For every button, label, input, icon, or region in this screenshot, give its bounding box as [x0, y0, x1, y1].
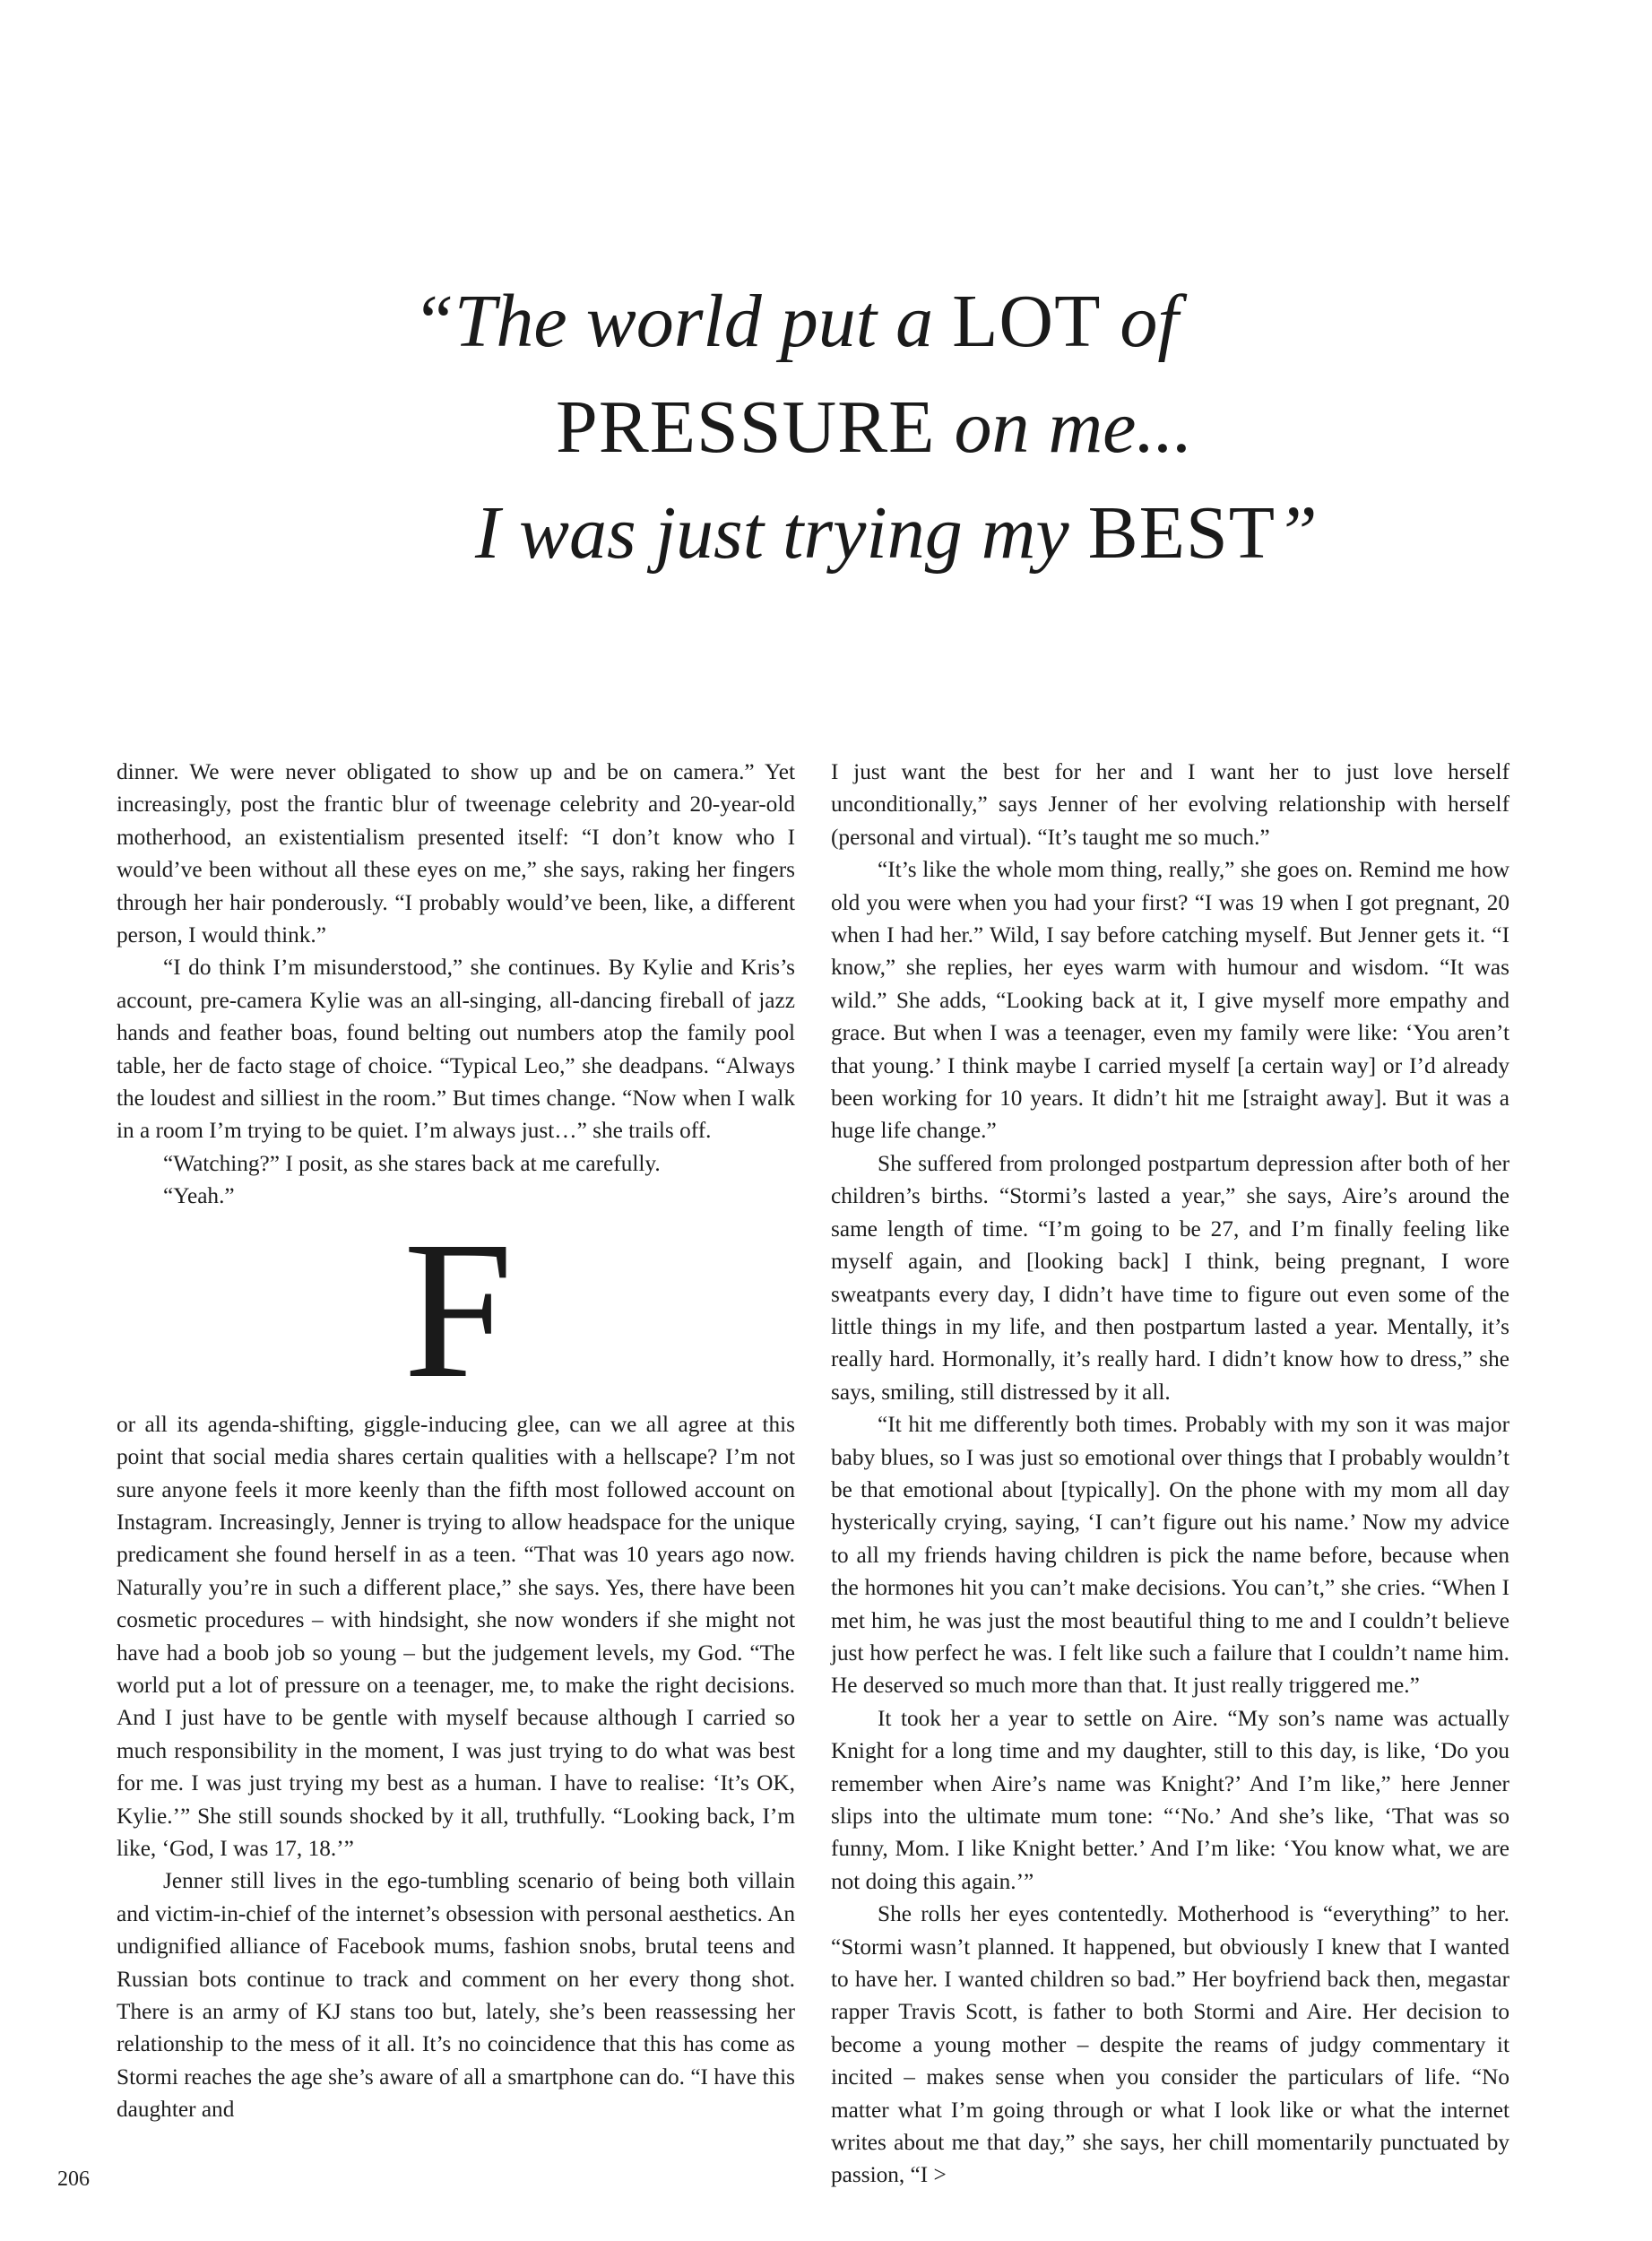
- pull-quote-text: “The world put a: [412, 280, 953, 363]
- pull-quote-emphasis: PRESSURE: [556, 385, 936, 469]
- pull-quote-text: on me...: [935, 385, 1193, 469]
- pull-quote-line-2: [296, 375, 1371, 480]
- pull-quote-emphasis: LOT: [952, 280, 1102, 363]
- body-column-right: [831, 756, 1509, 2192]
- pull-quote-line-3: [296, 480, 1371, 586]
- pull-quote: [296, 269, 1371, 586]
- paragraph: She suffered from prolonged postpartum depression after both of her children’s births. “Stormi’s lasted a year,” she says, Aire’s around the same length of time. “I’m going to be 27, and I’m finally feeling like myself again, and [looking back] I think, being pregnant, I wore sweatpants every day, I didn’t have time to figure out even some of the little things in my life, and then postpartum lasted a year. Mentally, it’s really hard. Hormonally, it’s really hard. I didn’t know how to dress,” she says, smiling, still distressed by it all.: [831, 1150, 1509, 1405]
- paragraph: It took her a year to settle on Aire. “My son’s name was actually Knight for a long time and my daughter, still to this day, is like, ‘Do you remember when Aire’s name was Knight?’ And I’m like,” here Jenner slips into the ultimate mum tone: “‘No.’ And she’s like, ‘That was so funny, Mom. I like Knight better.’ And I’m like: ‘You know what, we are not doing this again.’”: [831, 1705, 1509, 1894]
- pull-quote-line-1: [296, 269, 1371, 375]
- body-column-left: [117, 756, 795, 2126]
- paragraph: Jenner still lives in the ego-tumbling scenario of being both villain and victim-in-chief of the internet’s obsession with personal aesthetics. An undignified alliance of Facebook mums, fashion snobs, brutal teens and Russian bots continue to track and comment on her every thong shot. There is an army of KJ stans too but, lately, she’s been reassessing her relationship to the mess of it all. It’s no coincidence that this has come as Stormi reaches the age she’s aware of all a smartphone can do. “I have this daughter and: [117, 1868, 795, 2123]
- paragraph: or all its agenda-shifting, giggle-inducing glee, can we all agree at this point that social media shares certain qualities with a hellscape? I’m not sure anyone feels it more keenly than the fifth most followed account on Instagram. Increasingly, Jenner is trying to allow headspace for the unique predicament she found herself in as a teen. “That was 10 years ago now. Naturally you’re in such a different place,” she says. Yes, there have been cosmetic procedures – with hindsight, she now wonders if she might not have had a boob job so young – but the judgement levels, my God. “The world put a lot of pressure on a teenager, me, to make the right decisions. And I just have to be gentle with myself because although I carried so much responsibility in the moment, I was just trying to do what was best for me. I was just trying my best as a human. I have to realise: ‘It’s OK, Kylie.’” She still sounds shocked by it all, truthfully. “Looking back, I’m like, ‘God, I was 17, 18.’”: [117, 1411, 795, 1861]
- paragraph: “It’s like the whole mom thing, really,” she goes on. Remind me how old you were when you had your first? “I was 19 when I got pregnant, 20 when I had her.” Wild, I say before catching myself. But Jenner gets it. “I know,” she replies, her eyes warm with humour and wisdom. “It was wild.” She adds, “Looking back at it, I give myself more empathy and grace. But when I was a teenager, even my family were like: ‘You aren’t that young.’ I think maybe I carried myself [a certain way] or I’d already been working for 10 years. It didn’t hit me [straight away]. But it was a huge life change.”: [831, 857, 1509, 1144]
- pull-quote-emphasis: BEST: [1087, 491, 1276, 575]
- paragraph: “Yeah.”: [163, 1183, 235, 1209]
- paragraph: “Watching?” I posit, as she stares back at me carefully.: [163, 1150, 661, 1176]
- drop-cap: F: [403, 1199, 514, 1419]
- paragraph: “It hit me differently both times. Probably with my son it was major baby blues, so I was just so emotional over things that I probably wouldn’t be that emotional about [typically]. On the phone with my mom all day hysterically crying, saying, ‘I can’t figure out his name.’ Now my advice to all my friends having children is pick the name before, because when the hormones hit you can’t make decisions. You can’t,” she cries. “When I met him, he was just the most beautiful thing to me and I couldn’t believe just how perfect he was. I felt like such a failure that I couldn’t name him. He deserved so much more than that. It just really triggered me.”: [831, 1412, 1509, 1699]
- pull-quote-text: ”: [1276, 491, 1318, 575]
- paragraph: “I do think I’m misunderstood,” she continues. By Kylie and Kris’s account, pre-camera Kylie was an all-singing, all-dancing fireball of jazz hands and feather boas, found belting out numbers atop the family pool table, her de facto stage of choice. “Typical Leo,” she deadpans. “Always the loudest and silliest in the room.” But times change. “Now when I walk in a room I’m trying to be quiet. I’m always just…” she trails off.: [117, 955, 795, 1144]
- paragraph: She rolls her eyes contentedly. Motherhood is “everything” to her. “Stormi wasn’t planned. It happened, but obviously I knew that I wanted to have her. I wanted children so bad.” Her boyfriend back then, megastar rapper Travis Scott, is father to both Stormi and Aire. Her decision to become a young mother – despite the reams of judgy commentary it incited – makes sense when you consider the particulars of life. “No matter what I’m going through or what I look like or what the internet writes about me that day,” she says, her chill momentarily punctuated by passion, “I >: [831, 1901, 1509, 2188]
- page-number: 206: [57, 2167, 90, 2191]
- drop-cap-block: [117, 1199, 795, 1419]
- pull-quote-text: of: [1101, 280, 1179, 363]
- pull-quote-text: I was just trying my: [475, 491, 1088, 575]
- paragraph: dinner. We were never obligated to show up and be on camera.” Yet increasingly, post the frantic blur of tweenage celebrity and 20-year-old motherhood, an existentialism presented itself: “I don’t know who I would’ve been without all these eyes on me,” she says, raking her fingers through her hair ponderously. “I probably would’ve been, like, a different person, I would think.”: [117, 759, 795, 948]
- paragraph: I just want the best for her and I want her to just love herself unconditionally,” says Jenner of her evolving relationship with herself (personal and virtual). “It’s taught me so much.”: [831, 759, 1509, 850]
